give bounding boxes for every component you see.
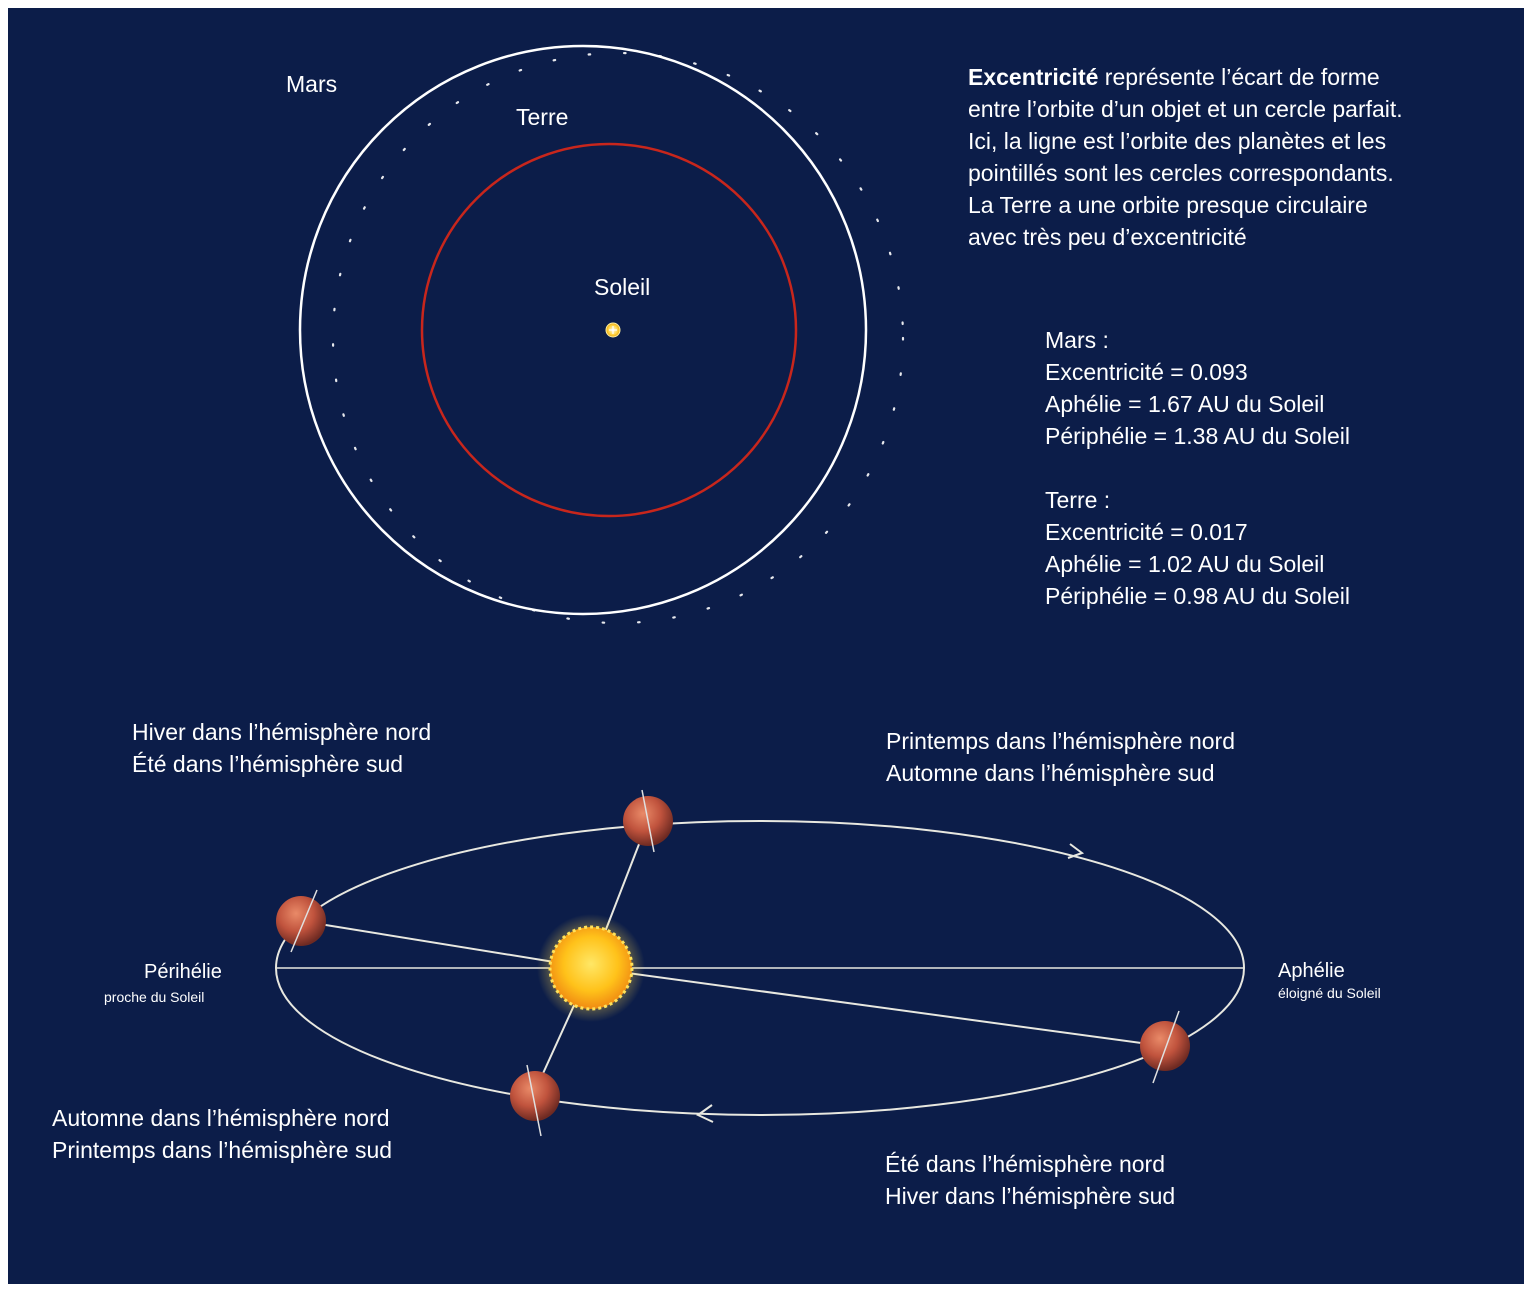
sun-icon bbox=[550, 927, 632, 1009]
sun-label: Soleil bbox=[594, 274, 651, 300]
perihelion-label: Périhélie bbox=[144, 961, 222, 983]
mars-stats: Mars : Excentricité = 0.093 Aphélie = 1.67 AU du Soleil Périphélie = 1.38 AU du Soleil bbox=[1045, 327, 1350, 449]
aphelion-label: Aphélie bbox=[1278, 960, 1345, 982]
seasons-diagram bbox=[276, 790, 1244, 1136]
mars-planet-bottom bbox=[510, 1065, 560, 1136]
diagram-panel bbox=[8, 8, 1524, 1284]
earth-stats: Terre : Excentricité = 0.017 Aphélie = 1.02 AU du Soleil Périphélie = 0.98 AU du Soleil bbox=[1045, 487, 1350, 609]
season-label-bottom-right: Été dans l’hémisphère nord Hiver dans l’hémisphère sud bbox=[885, 1151, 1176, 1209]
mars-label: Mars bbox=[286, 71, 338, 97]
season-label-top-left: Hiver dans l’hémisphère nord Été dans l’hémisphère sud bbox=[132, 719, 432, 777]
mars-planet-top bbox=[623, 790, 673, 852]
season-label-bottom-left: Automne dans l’hémisphère nord Printemps dans l’hémisphère sud bbox=[52, 1105, 393, 1163]
mars-reference-circle bbox=[333, 53, 903, 623]
sun-line-right bbox=[591, 968, 1163, 1046]
eccentricity-description: Excentricité représente l’écart de forme entre l’orbite d’un objet et un cercle parfait. Ici, la ligne est l’orbite des planètes et les pointillés sont les cercles correspondants. La Terre a une orbite presque circulaire avec très peu d’excentricité bbox=[968, 64, 1403, 250]
eccentricity-term: Excentricité bbox=[968, 64, 1099, 90]
season-label-top-right: Printemps dans l’hémisphère nord Automne dans l’hémisphère sud bbox=[886, 728, 1236, 786]
perihelion-sub-label: proche du Soleil bbox=[104, 989, 205, 1005]
mars-planet-right bbox=[1140, 1011, 1190, 1083]
eccentricity-diagram bbox=[300, 46, 903, 623]
mars-orbit bbox=[300, 46, 866, 614]
aphelion-sub-label: éloigné du Soleil bbox=[1278, 985, 1381, 1001]
earth-label: Terre bbox=[516, 104, 569, 130]
